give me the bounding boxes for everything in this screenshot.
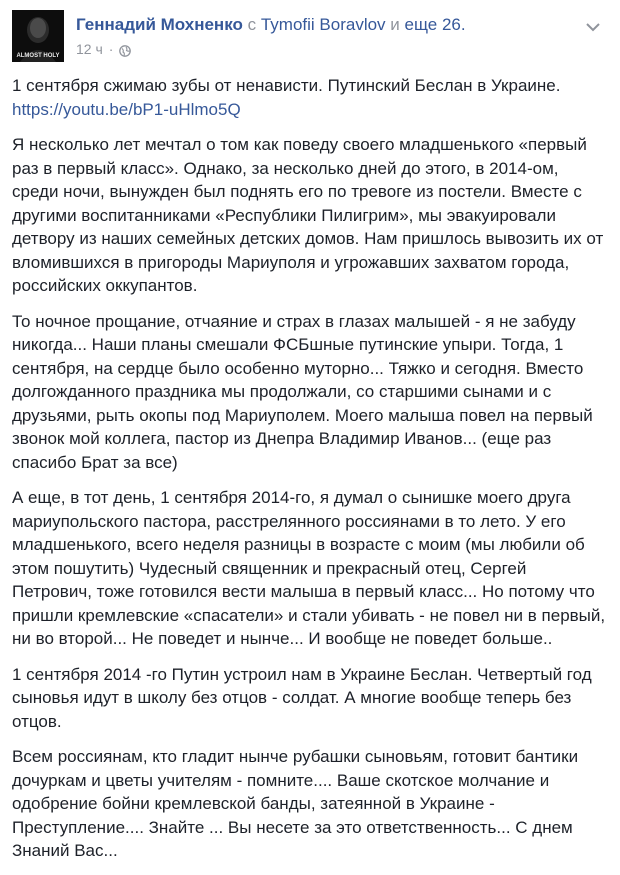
paragraph-1 <box>12 74 608 121</box>
others-link[interactable]: еще 26. <box>404 15 466 34</box>
globe-icon[interactable] <box>119 43 131 55</box>
avatar-caption: ALMOST HOLY <box>16 53 60 59</box>
post-time[interactable]: 12 ч <box>76 41 103 57</box>
and-word: и <box>390 15 400 34</box>
chevron-down-icon[interactable] <box>582 16 604 38</box>
author-line <box>76 14 466 36</box>
paragraph-3: То ночное прощание, отчаяние и страх в глазах малышей - я не забуду никогда... Наши планы смешали ФСБшные путинские упыри. Тогда, 1 сентября, на сердце было особенно муторно... Тяжко и сегодня. Вместо долгожданного праздника мы продолжали, со старшими сынами и с друзьями, рыть окопы под Мариуполем. Моего малыша повел на первый звонок мой коллега, пастор из Днепра Владимир Иванов... (еще раз спасибо Брат за все) <box>12 311 593 472</box>
meta-separator: · <box>108 41 114 57</box>
avatar[interactable] <box>12 10 64 62</box>
tagged-user-link[interactable]: Tymofii Boravlov <box>260 15 386 34</box>
paragraph-1-text: 1 сентября сжимаю зубы от ненависти. Путинский Беслан в Украине. <box>12 76 561 95</box>
paragraph-4: А еще, в тот день, 1 сентября 2014-го, я думал о сынишке моего друга мариупольского пастора, расстрелянного россиянами в то лето. У его младшенького, всего неделя разницы в возрасте с моим (мы любили об этом пошутить) Чудесный священник и прекрасный отец, Сергей Петрович, тоже готовился вести малыша в первый класс... Но потому что пришли кремлевские «спасатели» и стали убивать - не повел ни в первый, ни во второй... Не поведет и нынче... И вообще не поведет больше.. <box>12 488 606 648</box>
paragraph-2: Я несколько лет мечтал о том как поведу своего младшенького «первый раз в первый класс». Однако, за несколько дней до этого, в 2014-ом, среди ночи, вынужден был поднять его по тревоге из постели. Вместе с другими воспитанниками «Республики Пилигрим», мы эвакуировали детвору из наших семейных детских домов. Нам пришлось вывозить их от вломившихся в пригороды Мариуполя и угрожавших захватом города, российских оккупантов. <box>12 135 604 295</box>
with-word: с <box>247 15 257 34</box>
avatar-image <box>12 10 64 62</box>
post-meta <box>76 40 131 58</box>
post-header <box>12 10 608 62</box>
post-body <box>12 74 608 875</box>
paragraph-6: Всем россиянам, кто гладит нынче рубашки сыновьям, готовит бантики дочуркам и цветы учителям - помните.... Ваше скотское молчание и одобрение бойни кремлевской банды, затеянной в Украине - Преступление.... Знайте ... Вы несете за это ответственность... С днем Знаний Вас... <box>12 747 579 860</box>
paragraph-5: 1 сентября 2014 -го Путин устроил нам в Украине Беслан. Четвертый год сыновья идут в школу без отцов - солдат. А многие вообще теперь без отцов. <box>12 664 592 731</box>
author-name-link[interactable]: Геннадий Мохненко <box>76 15 243 34</box>
youtube-link[interactable]: https://youtu.be/bP1-uHlmo5Q <box>12 99 241 119</box>
